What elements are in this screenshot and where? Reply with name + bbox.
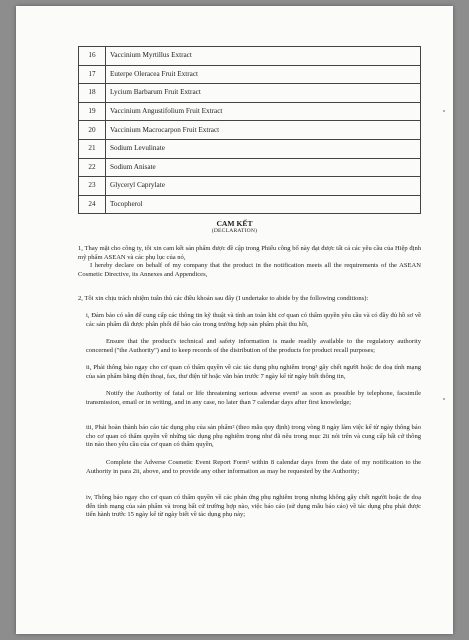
ingredient-row	[79, 102, 421, 121]
ingredient-row	[79, 84, 421, 103]
ingredient-number: 23	[79, 177, 106, 196]
ingredient-row	[79, 121, 421, 140]
ingredient-name: Euterpe Oleracea Fruit Extract	[106, 65, 421, 84]
condition-i-english: Ensure that the product's technical and safety information is made readily available to the regulatory authority concerned ("the Authority") and to keep records of the distribution of the products for product recall purposes;	[86, 338, 421, 354]
ingredient-row	[79, 195, 421, 214]
ingredient-row	[79, 65, 421, 84]
ingredient-row	[79, 47, 421, 66]
condition-iii-vietnamese: iii, Phải hoàn thành báo cáo tác dụng phụ của sản phẩm² (theo mẫu quy định) trong vòng 8 ngày làm việc kể từ ngày thông báo cho cơ quan có thẩm quyền về những tác dụng phụ nghiêm trọng như đã nêu trong mục 2ii nói trên và cung cấp bất cứ thông tin nào theo yêu cầu của cơ quan có thẩm quyền,	[86, 424, 421, 449]
ingredient-name: Vaccinium Angustifolium Fruit Extract	[106, 102, 421, 121]
ingredient-name: Sodium Anisate	[106, 158, 421, 177]
ingredient-name: Lycium Barbarum Fruit Extract	[106, 84, 421, 103]
ingredient-name: Glyceryl Caprylate	[106, 177, 421, 196]
ingredient-number: 21	[79, 139, 106, 158]
document-page	[16, 6, 453, 634]
ingredient-number: 19	[79, 102, 106, 121]
margin-dot	[443, 398, 445, 400]
declaration-title: CAM KẾT	[216, 219, 253, 228]
ingredient-name: Sodium Levulinate	[106, 139, 421, 158]
ingredient-name: Tocopherol	[106, 195, 421, 214]
ingredient-number: 20	[79, 121, 106, 140]
ingredient-row	[79, 158, 421, 177]
declaration-subtitle: (DECLARATION)	[211, 228, 258, 234]
ingredient-number: 18	[79, 84, 106, 103]
ingredient-row	[79, 139, 421, 158]
ingredient-name: Vaccinium Macrocarpon Fruit Extract	[106, 121, 421, 140]
condition-i-vietnamese: i, Đảm bảo có sẵn để cung cấp các thông tin kỹ thuật và tính an toàn khi cơ quan có thẩm quyền yêu cầu và có đầy đủ hồ sơ về các sản phẩm đã được phân phối để báo cáo trong trường hợp sản phẩm phải thu hồi,	[86, 312, 421, 328]
paragraph-2-intro: 2, Tôi xin chịu trách nhiệm tuân thủ các điều khoản sau đây (I undertake to abide by the following conditions):	[78, 295, 369, 302]
condition-ii-vietnamese: ii, Phải thông báo ngay cho cơ quan có thẩm quyền về các tác dụng phụ nghiêm trọng¹ gây chết người hoặc đe doạ tính mạng của sản phẩm bằng điện thoại, fax, thư điện tử hoặc văn bản trước 7 ngày kể từ ngày biết thông tin,	[86, 364, 421, 380]
ingredient-row	[79, 177, 421, 196]
condition-ii-english: Notify the Authority of fatal or life threatening serious adverse event¹ as soon as possible by telephone, facsimile transmission, email or in writing, and in any case, no later than 7 calendar days after first knowledge;	[86, 390, 421, 406]
ingredient-number: 17	[79, 65, 106, 84]
condition-iii-english: Complete the Adverse Cosmetic Event Report Form² within 8 calendar days from the date of my notification to the Authority in para 2ii, above, and to provide any other information as may be requested by the Authority;	[86, 459, 421, 475]
margin-dot	[443, 110, 445, 112]
ingredient-table	[78, 46, 421, 214]
paragraph-1-english: I hereby declare on behalf of my company that the product in the notification meets all the requirements of the ASEAN Cosmetic Directive, its Annexes and Appendices,	[78, 262, 421, 278]
ingredient-number: 16	[79, 47, 106, 66]
ingredient-number: 22	[79, 158, 106, 177]
condition-iv-vietnamese: iv, Thông báo ngay cho cơ quan có thẩm quyền về các phản ứng phụ nghiêm trọng nhưng không gây chết người hoặc đe doạ đến tính mạng của sản phẩm và trong bất cứ trường hợp nào, việc báo cáo (sử dụng mẫu báo cáo) về tác dụng phụ phải được tiến hành trước 15 ngày kể từ ngày biết về tác dụng phụ này;	[86, 494, 421, 519]
paragraph-1-vietnamese: 1, Thay mặt cho công ty, tôi xin cam kết sản phẩm được đề cập trong Phiếu công bố này đạt được tất cả các yêu cầu của Hiệp định mỹ phẩm ASEAN và các phụ lục của nó,	[78, 245, 421, 261]
ingredient-name: Vaccinium Myrtillus Extract	[106, 47, 421, 66]
ingredient-number: 24	[79, 195, 106, 214]
